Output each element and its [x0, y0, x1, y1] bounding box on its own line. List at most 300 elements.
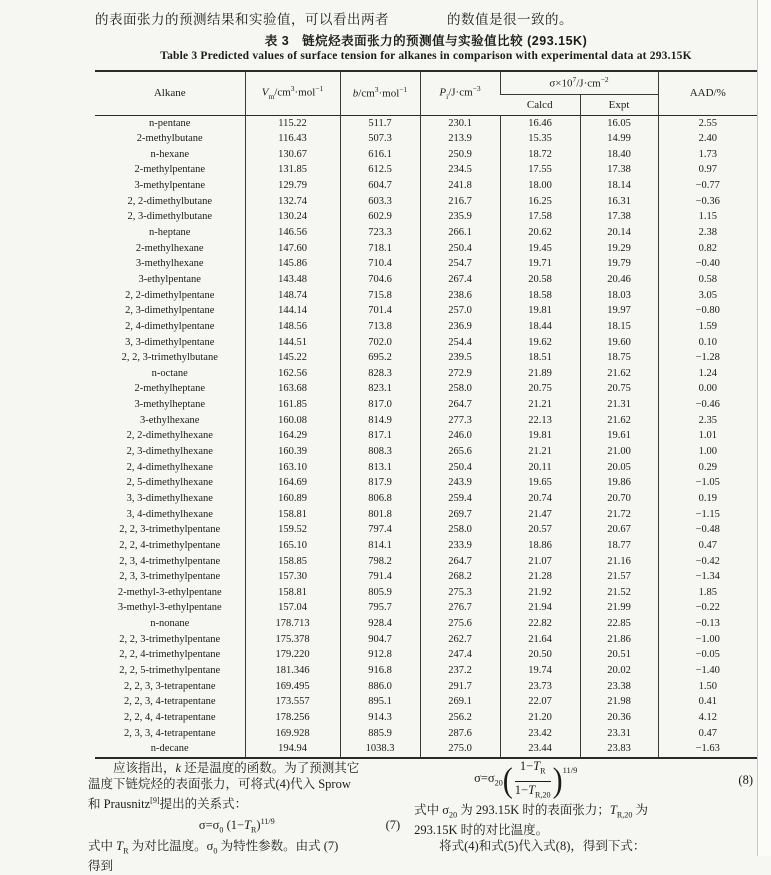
paragraph-line: 式中 $T_R$ 为对比温度。$\sigma_0$ 为特性参数。由式 (7) — [88, 839, 339, 856]
cell-internal-pressure: 254.4 — [420, 335, 500, 351]
table-row — [95, 272, 757, 288]
cell-sigma-calcd: 20.58 — [500, 272, 580, 288]
cell-alkane-name: n-nonane — [150, 618, 190, 630]
cell-molar-volume: 158.81 — [245, 585, 340, 601]
cell-molar-volume: 130.24 — [245, 210, 340, 226]
cell-molar-volume: 157.04 — [245, 601, 340, 617]
cell-internal-pressure: 258.0 — [420, 523, 500, 539]
cell-aad: 0.19 — [658, 491, 757, 507]
cell-internal-pressure: 247.4 — [420, 648, 500, 664]
cell-b-parameter: 695.2 — [340, 351, 420, 367]
cell-sigma-calcd: 23.73 — [500, 679, 580, 695]
cell-aad: 2.55 — [658, 116, 757, 132]
cell-aad: −0.80 — [658, 304, 757, 320]
table-row — [95, 601, 757, 617]
cell-alkane-name: 2-methylpentane — [134, 164, 206, 176]
cell-sigma-expt: 20.05 — [580, 460, 658, 476]
cell-sigma-calcd: 21.07 — [500, 554, 580, 570]
cell-sigma-calcd: 21.94 — [500, 601, 580, 617]
cell-molar-volume: 169.495 — [245, 679, 340, 695]
paragraph-line: 和 Prausnitz[9]提出的关系式： — [88, 795, 248, 811]
cell-sigma-expt: 19.86 — [580, 476, 658, 492]
cell-alkane-name: 2, 2, 3-trimethylbutane — [121, 352, 218, 364]
cell-internal-pressure: 264.7 — [420, 554, 500, 570]
equation-7-body: $\sigma=\sigma_0$ $(1-T_R)^{11/9}$ — [198, 816, 275, 835]
cell-sigma-calcd: 21.28 — [500, 570, 580, 586]
cell-alkane-name: 3, 4-dimethylhexane — [126, 508, 213, 520]
cell-sigma-expt: 23.31 — [580, 726, 658, 742]
cell-internal-pressure: 257.0 — [420, 304, 500, 320]
cell-b-parameter: 817.0 — [340, 398, 420, 414]
cell-internal-pressure: 291.7 — [420, 679, 500, 695]
cell-aad: 1.00 — [658, 444, 757, 460]
cell-molar-volume: 163.10 — [245, 460, 340, 476]
col-header-molar-volume: $V_m/cm^3\cdot mol^{-1}$ — [245, 71, 340, 116]
table-row — [95, 617, 757, 633]
cell-alkane-name: n-decane — [150, 743, 189, 755]
table-row — [95, 413, 757, 429]
cell-sigma-expt: 18.77 — [580, 538, 658, 554]
cell-b-parameter: 713.8 — [340, 319, 420, 335]
cell-aad: 1.73 — [658, 147, 757, 163]
cell-internal-pressure: 250.4 — [420, 241, 500, 257]
col-header-internal-pressure: $P_i/J\cdot cm^{-3}$ — [420, 71, 500, 116]
cell-internal-pressure: 239.5 — [420, 351, 500, 367]
table-header — [95, 71, 757, 116]
cell-sigma-expt: 21.86 — [580, 632, 658, 648]
cell-aad: 0.47 — [658, 726, 757, 742]
equation-8-fraction — [515, 759, 551, 803]
cell-internal-pressure: 250.4 — [420, 460, 500, 476]
cell-aad: 4.12 — [658, 710, 757, 726]
cell-molar-volume: 181.346 — [245, 663, 340, 679]
cell-sigma-expt: 21.31 — [580, 398, 658, 414]
cell-sigma-calcd: 16.25 — [500, 194, 580, 210]
cell-b-parameter: 808.3 — [340, 444, 420, 460]
top-text-right: 的数值是很一致的。 — [447, 12, 573, 27]
cell-alkane-name: 2-methylheptane — [134, 383, 206, 395]
table-row — [95, 225, 757, 241]
cell-internal-pressure: 264.7 — [420, 398, 500, 414]
cell-internal-pressure: 269.7 — [420, 507, 500, 523]
cell-molar-volume: 144.51 — [245, 335, 340, 351]
cell-internal-pressure: 246.0 — [420, 429, 500, 445]
cell-internal-pressure: 258.0 — [420, 382, 500, 398]
cell-b-parameter: 795.7 — [340, 601, 420, 617]
table-row — [95, 351, 757, 367]
table-row — [95, 382, 757, 398]
bottom-text-section — [88, 761, 757, 875]
top-text-left: 的表面张力的预测结果和实验值，可以看出两者 — [95, 12, 389, 27]
cell-internal-pressure: 277.3 — [420, 413, 500, 429]
cell-alkane-name: 2, 3-dimethylhexane — [126, 446, 213, 458]
cell-b-parameter: 602.9 — [340, 210, 420, 226]
col-header-calcd: Calcd — [526, 98, 553, 111]
cell-alkane-name: 2, 3, 3-trimethylpentane — [119, 571, 221, 583]
cell-sigma-calcd: 17.55 — [500, 163, 580, 179]
cell-alkane-name: 3-methylpentane — [134, 180, 206, 192]
table-row — [95, 319, 757, 335]
equation-8-exponent: 11/9 — [562, 765, 578, 775]
cell-molar-volume: 161.85 — [245, 398, 340, 414]
cell-sigma-expt: 19.60 — [580, 335, 658, 351]
cell-b-parameter: 1038.3 — [340, 742, 420, 759]
cell-molar-volume: 160.89 — [245, 491, 340, 507]
table-row — [95, 444, 757, 460]
cell-b-parameter: 710.4 — [340, 257, 420, 273]
cell-molar-volume: 130.67 — [245, 147, 340, 163]
table-row — [95, 116, 757, 132]
cell-sigma-expt: 20.67 — [580, 523, 658, 539]
cell-alkane-name: 2, 4-dimethylpentane — [125, 320, 215, 332]
cell-molar-volume: 147.60 — [245, 241, 340, 257]
cell-sigma-expt: 19.97 — [580, 304, 658, 320]
cell-aad: 2.40 — [658, 132, 757, 148]
cell-sigma-calcd: 17.58 — [500, 210, 580, 226]
cell-alkane-name: 2, 3, 3, 4-tetrapentane — [123, 727, 216, 739]
cell-aad: −0.77 — [658, 179, 757, 195]
cell-b-parameter: 814.9 — [340, 413, 420, 429]
cell-b-parameter: 704.6 — [340, 272, 420, 288]
cell-aad: 2.35 — [658, 413, 757, 429]
cell-sigma-expt: 19.79 — [580, 257, 658, 273]
cell-aad: 0.41 — [658, 695, 757, 711]
cell-molar-volume: 144.14 — [245, 304, 340, 320]
close-paren: ) — [552, 761, 563, 800]
paragraph-line: 应该指出，k 还是温度的函数。为了预测其它 — [113, 761, 360, 775]
cell-alkane-name: 2, 2-dimethylbutane — [127, 195, 213, 207]
cell-sigma-expt: 18.14 — [580, 179, 658, 195]
cell-internal-pressure: 276.7 — [420, 601, 500, 617]
cell-sigma-calcd: 19.74 — [500, 663, 580, 679]
cell-aad: 0.00 — [658, 382, 757, 398]
equation-8 — [414, 761, 757, 801]
cell-sigma-expt: 19.61 — [580, 429, 658, 445]
cell-alkane-name: 2-methylbutane — [136, 133, 203, 145]
cell-internal-pressure: 235.9 — [420, 210, 500, 226]
cell-internal-pressure: 267.4 — [420, 272, 500, 288]
cell-alkane-name: 2, 2, 5-trimethylpentane — [119, 664, 221, 676]
col-header-alkane: Alkane — [153, 87, 186, 100]
cell-sigma-calcd: 21.89 — [500, 366, 580, 382]
cell-b-parameter: 798.2 — [340, 554, 420, 570]
cell-molar-volume: 143.48 — [245, 272, 340, 288]
cell-sigma-expt: 21.16 — [580, 554, 658, 570]
table-row — [95, 554, 757, 570]
table-row — [95, 538, 757, 554]
table-row — [95, 366, 757, 382]
cell-b-parameter: 828.3 — [340, 366, 420, 382]
equation-8-number: (8) — [738, 773, 753, 788]
cell-sigma-expt: 21.52 — [580, 585, 658, 601]
cell-molar-volume: 164.29 — [245, 429, 340, 445]
cell-sigma-calcd: 19.81 — [500, 304, 580, 320]
cell-sigma-calcd: 22.13 — [500, 413, 580, 429]
cell-sigma-expt: 21.62 — [580, 366, 658, 382]
cell-aad: 1.01 — [658, 429, 757, 445]
cell-aad: 1.59 — [658, 319, 757, 335]
cell-aad: 0.82 — [658, 241, 757, 257]
cell-alkane-name: n-heptane — [149, 227, 191, 239]
col-header-expt: Expt — [580, 95, 658, 116]
cell-sigma-calcd: 18.44 — [500, 319, 580, 335]
cell-aad: −1.34 — [658, 570, 757, 586]
cell-sigma-expt: 16.05 — [580, 116, 658, 132]
cell-b-parameter: 916.8 — [340, 663, 420, 679]
cell-b-parameter: 813.1 — [340, 460, 420, 476]
cell-sigma-calcd: 16.46 — [500, 116, 580, 132]
cell-sigma-expt: 21.98 — [580, 695, 658, 711]
cell-alkane-name: 2, 2, 3, 3-tetrapentane — [123, 680, 216, 692]
cell-sigma-calcd: 18.72 — [500, 147, 580, 163]
cell-alkane-name: 2, 2, 3, 4-tetrapentane — [123, 696, 216, 708]
cell-sigma-expt: 23.83 — [580, 742, 658, 759]
cell-internal-pressure: 250.9 — [420, 147, 500, 163]
cell-aad: −0.13 — [658, 617, 757, 633]
cell-sigma-expt: 18.03 — [580, 288, 658, 304]
cell-molar-volume: 162.56 — [245, 366, 340, 382]
cell-sigma-expt: 21.72 — [580, 507, 658, 523]
cell-internal-pressure: 265.6 — [420, 444, 500, 460]
cell-sigma-expt: 18.40 — [580, 147, 658, 163]
fraction-numerator: $1-T_R$ — [515, 759, 551, 781]
table-row — [95, 726, 757, 742]
cell-b-parameter: 715.8 — [340, 288, 420, 304]
cell-sigma-expt: 21.62 — [580, 413, 658, 429]
cell-sigma-calcd: 20.74 — [500, 491, 580, 507]
cell-molar-volume: 157.30 — [245, 570, 340, 586]
cell-alkane-name: 3-ethylpentane — [138, 273, 201, 285]
cell-sigma-calcd: 18.00 — [500, 179, 580, 195]
cell-sigma-calcd: 21.64 — [500, 632, 580, 648]
cell-internal-pressure: 213.9 — [420, 132, 500, 148]
cell-molar-volume: 159.52 — [245, 523, 340, 539]
cell-internal-pressure: 275.0 — [420, 742, 500, 759]
cell-molar-volume: 116.43 — [245, 132, 340, 148]
cell-molar-volume: 131.85 — [245, 163, 340, 179]
table-row — [95, 491, 757, 507]
cell-molar-volume: 179.220 — [245, 648, 340, 664]
cell-alkane-name: 2, 2-dimethylhexane — [126, 430, 213, 442]
cell-sigma-expt: 17.38 — [580, 210, 658, 226]
cell-alkane-name: 2-methyl-3-ethylpentane — [117, 586, 222, 598]
cell-internal-pressure: 243.9 — [420, 476, 500, 492]
cell-b-parameter: 885.9 — [340, 726, 420, 742]
cell-b-parameter: 791.4 — [340, 570, 420, 586]
cell-internal-pressure: 287.6 — [420, 726, 500, 742]
body-text-top — [95, 8, 755, 28]
paragraph-line: 得到 — [88, 859, 114, 874]
cell-aad: 1.85 — [658, 585, 757, 601]
table-row — [95, 179, 757, 195]
table-row — [95, 507, 757, 523]
cell-sigma-expt: 20.70 — [580, 491, 658, 507]
table-row — [95, 132, 757, 148]
cell-aad: 0.58 — [658, 272, 757, 288]
table-row — [95, 460, 757, 476]
cell-sigma-expt: 17.38 — [580, 163, 658, 179]
cell-sigma-calcd: 19.65 — [500, 476, 580, 492]
cell-internal-pressure: 237.2 — [420, 663, 500, 679]
cell-aad: −1.15 — [658, 507, 757, 523]
cell-sigma-expt: 16.31 — [580, 194, 658, 210]
cell-sigma-calcd: 20.50 — [500, 648, 580, 664]
cell-aad: 2.38 — [658, 225, 757, 241]
cell-sigma-expt: 18.75 — [580, 351, 658, 367]
cell-alkane-name: 2, 2, 4-trimethylpentane — [119, 649, 221, 661]
cell-b-parameter: 817.1 — [340, 429, 420, 445]
cell-aad: 3.05 — [658, 288, 757, 304]
table-row — [95, 695, 757, 711]
cell-aad: −0.40 — [658, 257, 757, 273]
table-caption-english: Table 3 Predicted values of surface tension for alkanes in comparison with experimental data at 293.15K — [160, 50, 692, 62]
cell-molar-volume: 194.94 — [245, 742, 340, 759]
cell-sigma-calcd: 18.51 — [500, 351, 580, 367]
cell-aad: −0.46 — [658, 398, 757, 414]
cell-molar-volume: 160.39 — [245, 444, 340, 460]
cell-internal-pressure: 230.1 — [420, 116, 500, 132]
cell-b-parameter: 616.1 — [340, 147, 420, 163]
cell-molar-volume: 145.22 — [245, 351, 340, 367]
cell-sigma-expt: 23.38 — [580, 679, 658, 695]
cell-sigma-calcd: 19.62 — [500, 335, 580, 351]
cell-b-parameter: 904.7 — [340, 632, 420, 648]
cell-sigma-calcd: 20.75 — [500, 382, 580, 398]
cell-sigma-calcd: 18.58 — [500, 288, 580, 304]
cell-b-parameter: 895.1 — [340, 695, 420, 711]
paragraph-line: 温度下链烷烃的表面张力，可将式(4)代入 Sprow — [88, 776, 351, 791]
cell-internal-pressure: 236.9 — [420, 319, 500, 335]
cell-sigma-calcd: 20.62 — [500, 225, 580, 241]
cell-aad: 1.50 — [658, 679, 757, 695]
cell-sigma-calcd: 20.57 — [500, 523, 580, 539]
cell-sigma-expt: 19.29 — [580, 241, 658, 257]
cell-sigma-expt: 21.00 — [580, 444, 658, 460]
cell-sigma-calcd: 23.42 — [500, 726, 580, 742]
cell-alkane-name: 2, 3, 4-trimethylpentane — [119, 555, 221, 567]
cell-aad: −0.48 — [658, 523, 757, 539]
table-row — [95, 632, 757, 648]
equation-7 — [88, 814, 400, 838]
cell-molar-volume: 178.713 — [245, 617, 340, 633]
column-gap — [389, 8, 447, 28]
table-row — [95, 476, 757, 492]
cell-alkane-name: 2, 2, 3-trimethylpentane — [119, 524, 221, 536]
cell-internal-pressure: 275.6 — [420, 617, 500, 633]
paragraph-line: 式中 $\sigma_{20}$ 为 293.15K 时的表面张力；$T_{R,20}$ 为 — [414, 803, 649, 820]
cell-aad: −1.05 — [658, 476, 757, 492]
cell-sigma-expt: 20.46 — [580, 272, 658, 288]
cell-sigma-calcd: 20.11 — [500, 460, 580, 476]
table-row — [95, 742, 757, 759]
open-paren: ( — [502, 761, 513, 800]
cell-aad: −1.00 — [658, 632, 757, 648]
cell-internal-pressure: 216.7 — [420, 194, 500, 210]
cell-alkane-name: 3-methylheptane — [134, 399, 206, 411]
cell-sigma-calcd: 19.81 — [500, 429, 580, 445]
cell-molar-volume: 169.928 — [245, 726, 340, 742]
paragraph-line: 将式(4)和式(5)代入式(8)，得到下式： — [439, 839, 646, 854]
cell-b-parameter: 814.1 — [340, 538, 420, 554]
cell-internal-pressure: 269.1 — [420, 695, 500, 711]
cell-b-parameter: 823.1 — [340, 382, 420, 398]
cell-molar-volume: 148.56 — [245, 319, 340, 335]
cell-alkane-name: 2, 3-dimethylpentane — [125, 305, 215, 317]
col-header-sigma-group: $\sigma\times 10^7/J\cdot cm^{-2}$ — [500, 71, 658, 95]
cell-sigma-calcd: 21.92 — [500, 585, 580, 601]
cell-internal-pressure: 268.2 — [420, 570, 500, 586]
table-caption-chinese: 表 3 链烷烃表面张力的预测值与实验值比较 (293.15K) — [264, 34, 588, 48]
table-row — [95, 163, 757, 179]
cell-sigma-expt: 21.57 — [580, 570, 658, 586]
cell-sigma-calcd: 21.21 — [500, 444, 580, 460]
table-row — [95, 648, 757, 664]
cell-molar-volume: 158.85 — [245, 554, 340, 570]
cell-internal-pressure: 272.9 — [420, 366, 500, 382]
table-row — [95, 523, 757, 539]
cell-internal-pressure: 275.3 — [420, 585, 500, 601]
cell-aad: 0.29 — [658, 460, 757, 476]
cell-alkane-name: 2, 5-dimethylhexane — [126, 477, 213, 489]
cell-internal-pressure: 262.7 — [420, 632, 500, 648]
cell-alkane-name: 3-ethylhexane — [140, 414, 200, 426]
cell-b-parameter: 886.0 — [340, 679, 420, 695]
cell-aad: −1.40 — [658, 663, 757, 679]
cell-aad: −0.36 — [658, 194, 757, 210]
table-row — [95, 663, 757, 679]
cell-sigma-expt: 18.15 — [580, 319, 658, 335]
cell-alkane-name: 2, 2, 4, 4-tetrapentane — [123, 711, 216, 723]
cell-internal-pressure: 266.1 — [420, 225, 500, 241]
cell-internal-pressure: 254.7 — [420, 257, 500, 273]
cell-sigma-calcd: 21.47 — [500, 507, 580, 523]
cell-alkane-name: n-hexane — [150, 148, 189, 160]
cell-aad: −0.42 — [658, 554, 757, 570]
cell-alkane-name: 2, 2, 3-trimethylpentane — [119, 633, 221, 645]
cell-alkane-name: 2, 2-dimethylpentane — [125, 289, 215, 301]
bottom-right-column — [408, 761, 757, 875]
cell-internal-pressure: 241.8 — [420, 179, 500, 195]
cell-molar-volume: 148.74 — [245, 288, 340, 304]
surface-tension-table — [95, 70, 757, 759]
cell-aad: 0.10 — [658, 335, 757, 351]
cell-molar-volume: 146.56 — [245, 225, 340, 241]
cell-alkane-name: 3, 3-dimethylhexane — [126, 492, 213, 504]
equation-7-number: (7) — [385, 817, 401, 832]
cell-b-parameter: 914.3 — [340, 710, 420, 726]
table-row — [95, 241, 757, 257]
cell-b-parameter: 612.5 — [340, 163, 420, 179]
table-row — [95, 210, 757, 226]
table-row — [95, 429, 757, 445]
cell-sigma-expt: 20.75 — [580, 382, 658, 398]
col-header-aad: AAD/% — [658, 71, 757, 116]
cell-molar-volume: 129.79 — [245, 179, 340, 195]
cell-molar-volume: 160.08 — [245, 413, 340, 429]
cell-b-parameter: 701.4 — [340, 304, 420, 320]
table-row — [95, 147, 757, 163]
cell-sigma-calcd: 23.44 — [500, 742, 580, 759]
scan-edge-line — [757, 0, 758, 856]
cell-b-parameter: 603.3 — [340, 194, 420, 210]
cell-molar-volume: 163.68 — [245, 382, 340, 398]
cell-molar-volume: 175.378 — [245, 632, 340, 648]
cell-internal-pressure: 256.2 — [420, 710, 500, 726]
cell-sigma-calcd: 19.45 — [500, 241, 580, 257]
cell-b-parameter: 511.7 — [340, 116, 420, 132]
table-row — [95, 257, 757, 273]
table-row — [95, 585, 757, 601]
